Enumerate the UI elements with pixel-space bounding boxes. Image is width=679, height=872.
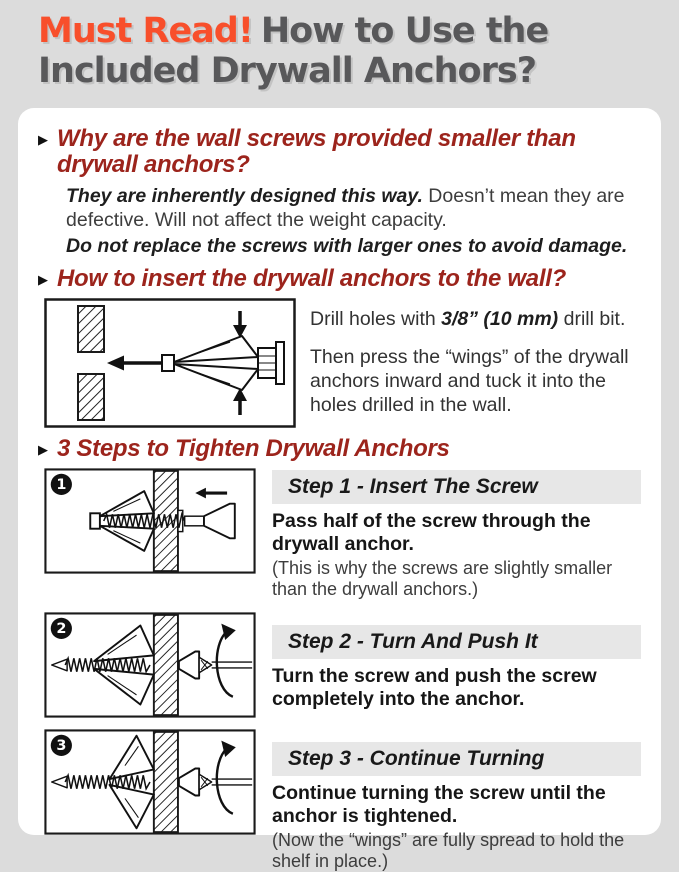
section-how-to-insert <box>38 266 641 428</box>
step-3-row <box>44 729 641 872</box>
content-panel <box>18 108 661 871</box>
section-heading: Why are the wall screws provided smaller than drywall anchors? <box>57 125 576 178</box>
section-heading: 3 Steps to Tighten Drywall Anchors <box>57 435 450 463</box>
insert-instruction-row <box>44 298 641 428</box>
press-instruction: Then press the “wings” of the drywall anchors inward and tuck it into the holes drilled in the wall. <box>310 346 629 416</box>
insert-anchor-diagram <box>44 298 296 428</box>
section-body <box>66 184 641 259</box>
section-why-smaller <box>38 126 641 258</box>
section-heading: How to insert the drywall anchors to the wall? <box>57 265 566 293</box>
drill-size: 3/8” (10 mm) <box>441 308 559 331</box>
step-3-text <box>272 729 641 872</box>
section-three-steps <box>38 436 641 872</box>
section-heading-row <box>38 436 641 462</box>
triangle-bullet-icon: ▶ <box>38 132 48 147</box>
step-body: Turn the screw and push the screw completely into the anchor. <box>272 664 597 710</box>
step-1-row <box>44 468 641 600</box>
step-2-illustration <box>44 612 256 718</box>
warning-text: Do not replace the screws with larger ones to avoid damage. <box>66 235 628 258</box>
step-number-badge <box>51 617 72 638</box>
triangle-bullet-icon: ▶ <box>38 442 48 458</box>
triangle-bullet-icon: ▶ <box>38 272 48 288</box>
wall <box>154 732 178 832</box>
insert-instruction-text <box>310 298 641 428</box>
step-title: Step 2 - Turn And Push It <box>272 625 641 659</box>
explanation-paragraph <box>66 184 641 232</box>
drill-instruction: Drill holes with 3/8” (10 mm) drill bit. <box>310 308 626 331</box>
step-body: Pass half of the screw through the drywall anchor. <box>272 510 591 556</box>
step-body: Continue turning the screw until the anchor is tightened. <box>272 781 606 827</box>
explanation-lead: They are inherently designed this way. <box>66 184 423 207</box>
step-note: (This is why the screws are slightly smaller than the drywall anchors.) <box>272 558 613 600</box>
step-2-text <box>272 612 641 718</box>
step-3-illustration <box>44 729 256 835</box>
must-read-highlight: Must Read! <box>38 11 253 51</box>
page-title-text: How to Use the Included Drywall Anchors? <box>38 11 549 91</box>
svg-text:2: 2 <box>56 620 67 637</box>
step-title: Step 3 - Continue Turning <box>272 742 641 776</box>
step-1-illustration <box>44 468 256 574</box>
step-title: Step 1 - Insert The Screw <box>272 470 641 504</box>
wall-upper <box>78 306 104 352</box>
section-heading-row <box>38 126 641 178</box>
wall <box>154 615 178 715</box>
step-2-row <box>44 612 641 718</box>
svg-text:3: 3 <box>56 737 67 754</box>
page-title <box>38 12 653 91</box>
step-note: (Now the “wings” are fully spread to hold the shelf in place.) <box>272 829 625 871</box>
step-number-badge <box>51 474 72 495</box>
svg-text:1: 1 <box>56 477 67 494</box>
step-number-badge <box>51 734 72 755</box>
step-1-text <box>272 468 641 600</box>
wall-lower <box>78 374 104 420</box>
page-header <box>0 0 679 91</box>
explanation-rest: Doesn’t mean they are defective. Will not affect the weight capacity. <box>66 184 625 231</box>
section-heading-row <box>38 266 641 292</box>
